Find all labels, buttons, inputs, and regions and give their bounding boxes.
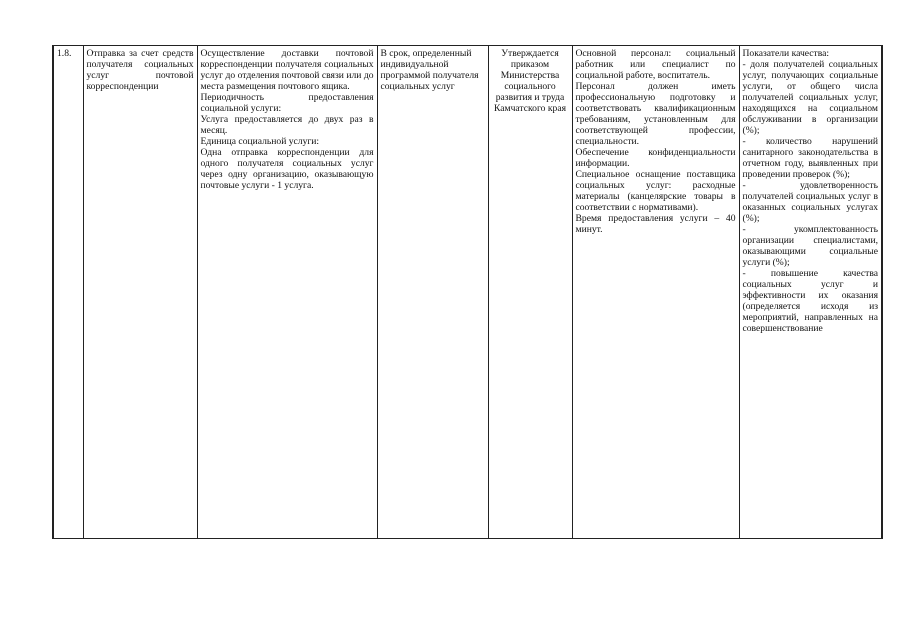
tariff-text: Утверждается приказом Министерства социального развития и труда Камчатского края [494,48,566,114]
service-standard-table [52,45,883,539]
indicator-item: - удовлетворенность получателей социальных услуг в оказанных социальных услугах (%); [742,180,878,224]
conditions-paragraph: Основной персонал: социальный работник или специалист по социальной работе, воспитатель. [575,48,736,81]
service-name-cell [83,46,197,539]
conditions-paragraph: Персонал должен иметь профессиональную подготовку и соответствовать квалификационным требованиям, установленным для соответствующей профессии, специальности. [575,81,736,147]
indicator-item: - количество нарушений санитарного законодательства в отчетном году, выявленных при проведении проверок (%); [742,136,878,180]
description-paragraph: Единица социальной услуги: [200,136,320,147]
row-number-cell [53,46,83,539]
indicator-item: - повышение качества социальных услуг и эффективности их оказания (определяется исходя из мероприятий, направленных на совершенствование [742,268,878,334]
description-paragraph: Одна отправка корреспонденции для одного получателя социальных услуг через одну организацию, оказывающую почтовые услуги - 1 услуга. [200,147,374,191]
indicators-heading: Показатели качества: [742,48,830,59]
description-paragraph: Услуга предоставляется до двух раз в месяц. [200,114,374,136]
conditions-paragraph: Время предоставления услуги – 40 минут. [575,213,736,235]
conditions-paragraph: Специальное оснащение поставщика социальных услуг: расходные материалы (канцелярские товары в соответствии с нормативами). [575,169,736,213]
indicators-cell [739,46,882,539]
term-cell [377,46,488,539]
indicator-item: - укомплектованность организации специалистами, оказывающими социальные услуги (%); [742,224,878,268]
row-number: 1.8. [57,48,72,59]
description-paragraph: Периодичность предоставления социальной услуги: [200,92,374,114]
indicator-item: - доля получателей социальных услуг, получающих социальные услуги, от общего числа получателей социальных услуг, находящихся на социальном обслуживании в организации (%); [742,59,878,136]
tariff-cell [488,46,572,539]
term-text: В срок, определенный индивидуальной программой получателя социальных услуг [380,48,479,92]
conditions-cell [572,46,739,539]
table-row [53,46,882,539]
description-paragraph: Осуществление доставки почтовой корреспонденции получателя социальных услуг до отделения почтовой связи или до места размещения почтового ящика. [200,48,374,92]
service-name: Отправка за счет средств получателя социальных услуг почтовой корреспонденции [86,48,194,92]
description-cell [197,46,377,539]
conditions-paragraph: Обеспечение конфиденциальности информации. [575,147,736,169]
